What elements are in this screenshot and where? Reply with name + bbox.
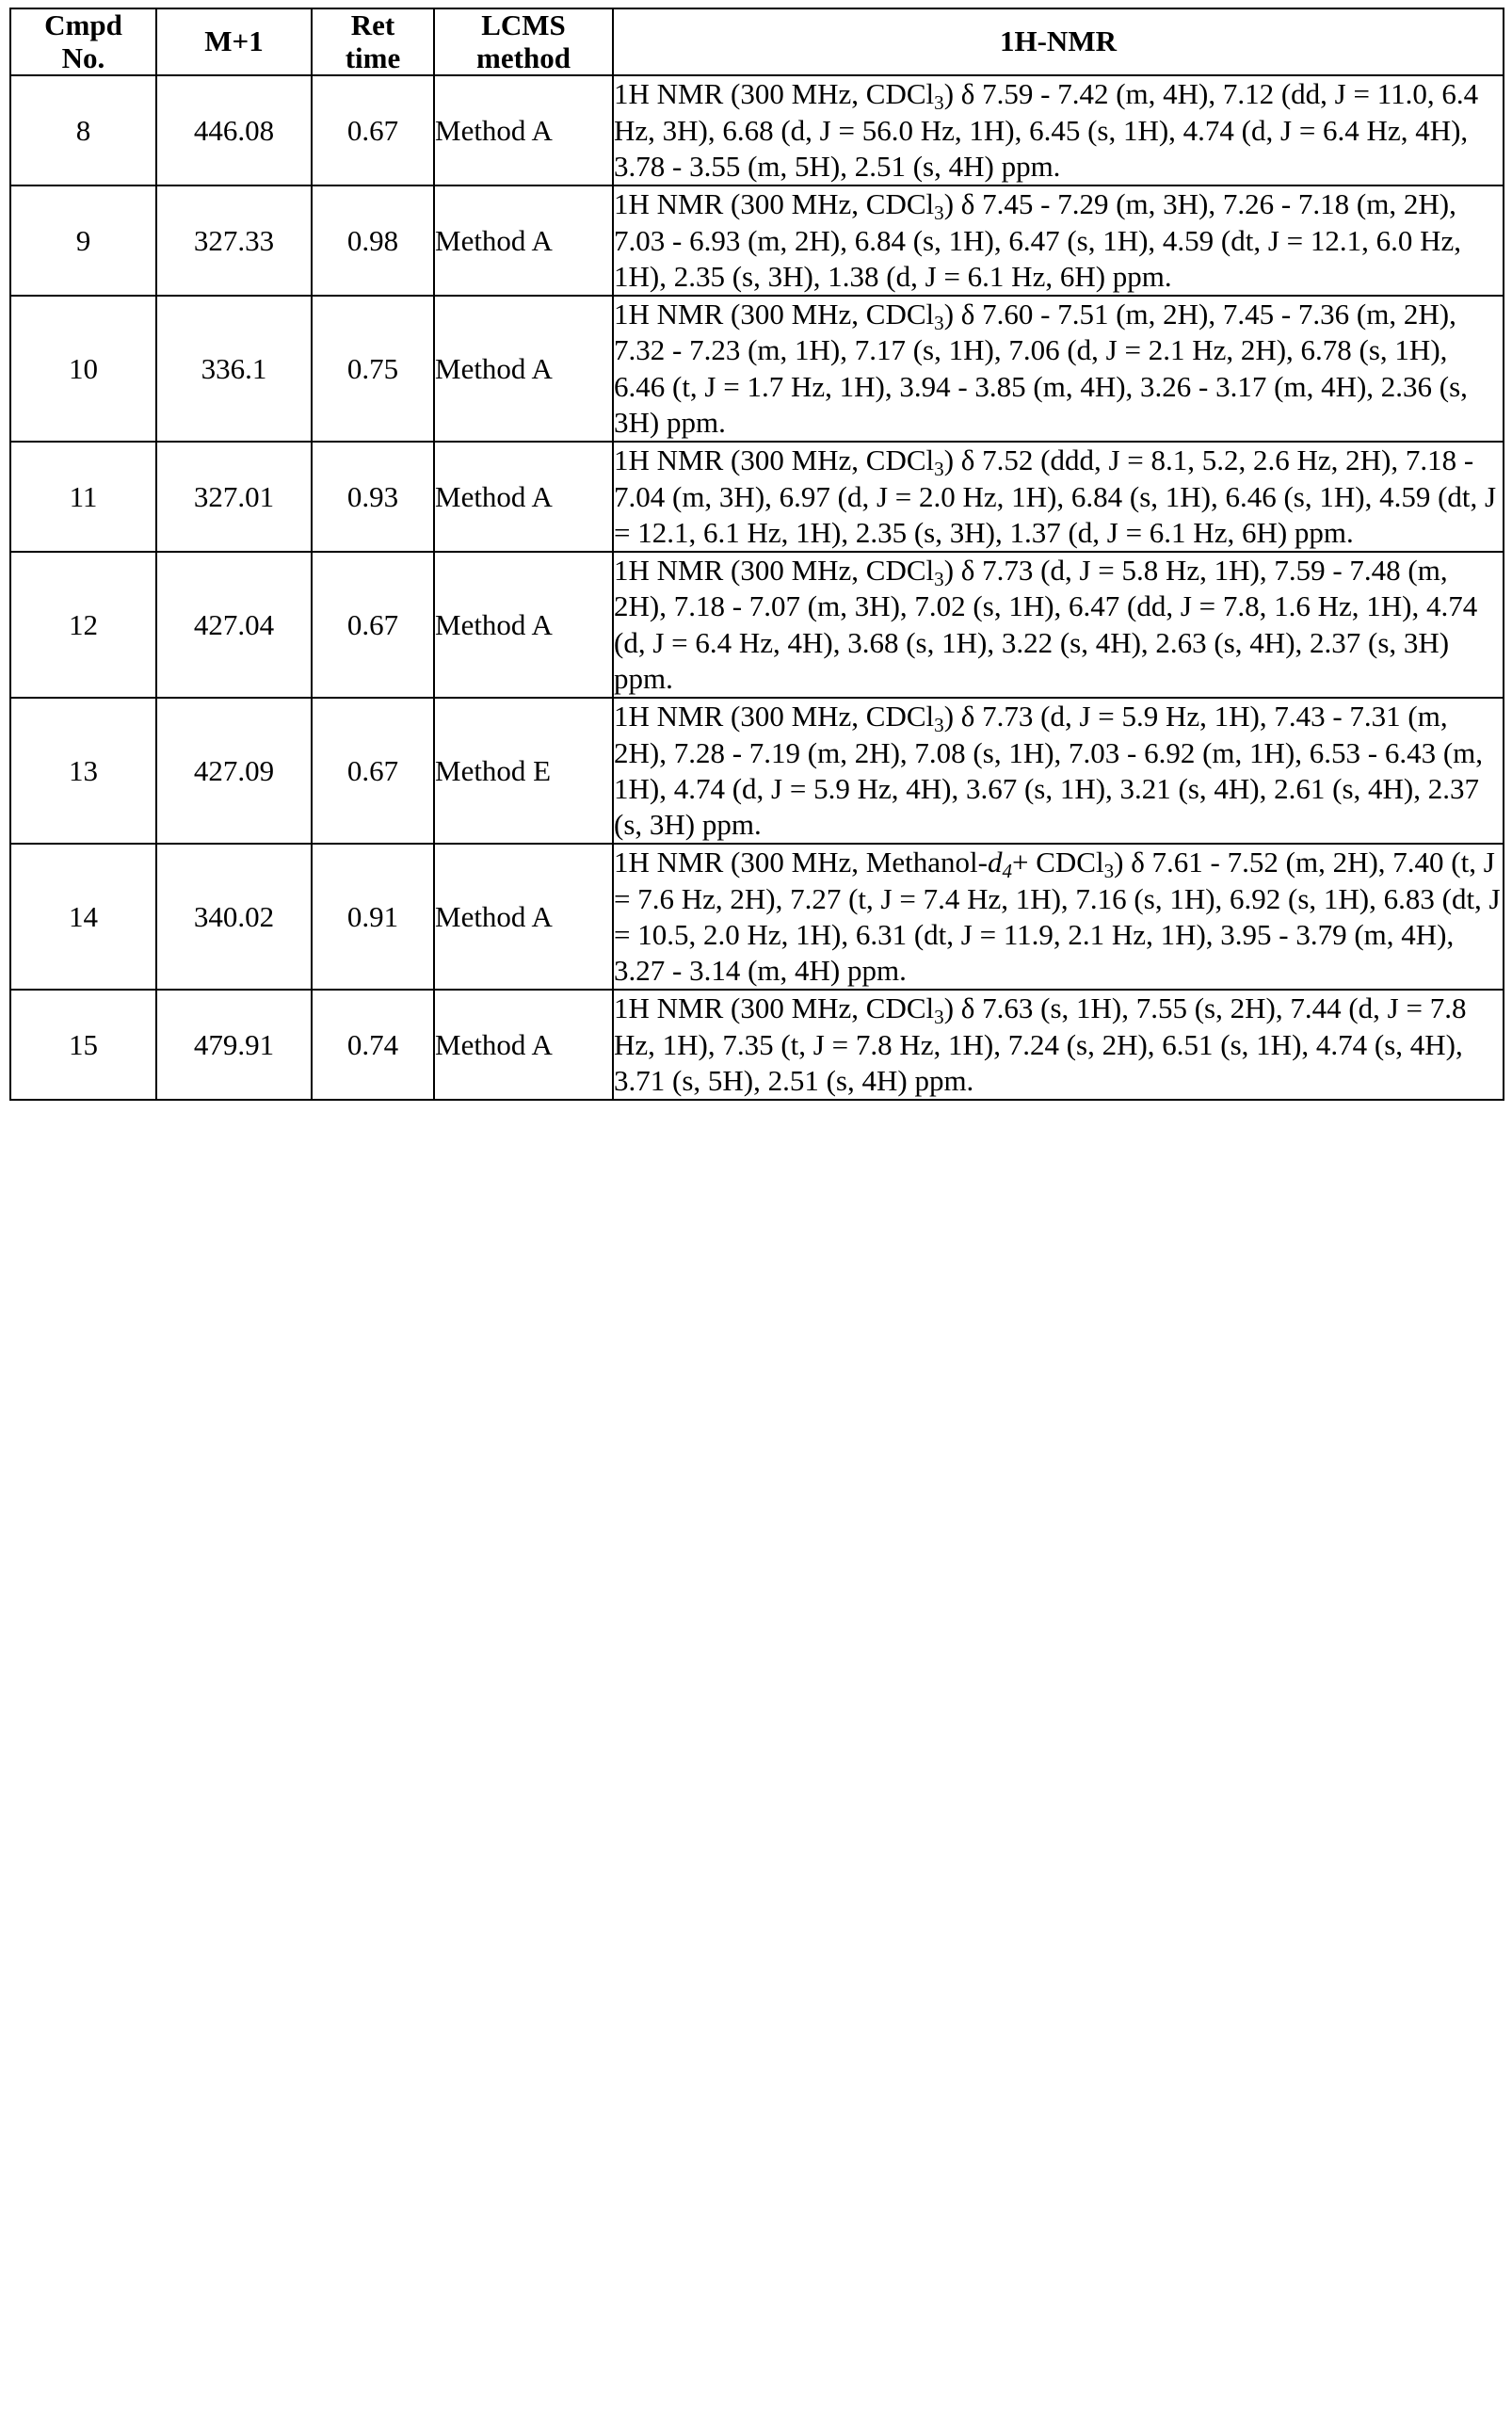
column-header-lcms-line2: method <box>476 40 571 74</box>
table-row <box>10 75 1504 185</box>
cell-m-plus-1: 340.02 <box>156 844 312 990</box>
column-header-1h-nmr <box>613 8 1504 75</box>
cell-ret-time: 0.67 <box>312 75 434 185</box>
cell-ret-time: 0.93 <box>312 442 434 552</box>
cell-ret-time: 0.98 <box>312 185 434 296</box>
cell-lcms-method: Method A <box>434 990 613 1100</box>
table-body <box>10 75 1508 1100</box>
nmr-text: 1H NMR (300 MHz, CDCl$_3$) δ 7.60 - 7.51 (m, 2H), 7.45 - 7.36 (m, 2H), 7.32 - 7.23 (m, 1H), 7.17 (s, 1H), 7.06 (d, J = 2.1 Hz, 2H), 6.78 (s, 1H), 6.46 (t, J = 1.7 Hz, 1H), 3.94 - 3.85 (m, 4H), 3.26 - 3.17 (m, 4H), 2.36 (s, 3H) ppm. <box>614 298 1475 439</box>
cell-lcms-method: Method A <box>434 442 613 552</box>
cell-1h-nmr <box>613 296 1504 442</box>
table-header <box>10 8 1504 75</box>
cell-ret-time: 0.67 <box>312 552 434 698</box>
cell-lcms-method: Method E <box>434 698 613 844</box>
nmr-text: 1H NMR (300 MHz, CDCl$_3$) δ 7.52 (ddd, J = 8.1, 5.2, 2.6 Hz, 2H), 7.18 - 7.04 (m, 3H), 6.97 (d, J = 2.0 Hz, 1H), 6.84 (s, 1H), 6.46 (s, 1H), 4.59 (dt, J = 12.1, 6.1 Hz, 1H), 2.35 (s, 3H), 1.37 (d, J = 6.1 Hz, 6H) ppm. <box>614 443 1504 549</box>
nmr-text: 1H NMR (300 MHz, CDCl$_3$) δ 7.59 - 7.42 (m, 4H), 7.12 (dd, J = 11.0, 6.4 Hz, 3H), 6.68 (d, J = 56.0 Hz, 1H), 6.45 (s, 1H), 4.74 (d, J = 6.4 Hz, 4H), 3.78 - 3.55 (m, 5H), 2.51 (s, 4H) ppm. <box>614 77 1486 183</box>
column-header-ret-line2: time <box>345 40 401 74</box>
cell-ret-time: 0.75 <box>312 296 434 442</box>
table-row <box>10 185 1504 296</box>
table-row <box>10 552 1504 698</box>
cell-cmpd-no: 11 <box>10 442 156 552</box>
cell-cmpd-no: 9 <box>10 185 156 296</box>
column-header-lcms-line1: LCMS <box>481 8 566 41</box>
cell-m-plus-1: 446.08 <box>156 75 312 185</box>
cell-m-plus-1: 427.09 <box>156 698 312 844</box>
table-row <box>10 698 1504 844</box>
cell-lcms-method: Method A <box>434 296 613 442</box>
column-header-lcms-method <box>434 8 613 75</box>
cell-cmpd-no: 15 <box>10 990 156 1100</box>
cell-m-plus-1: 427.04 <box>156 552 312 698</box>
nmr-text: 1H NMR (300 MHz, CDCl$_3$) δ 7.73 (d, J = 5.8 Hz, 1H), 7.59 - 7.48 (m, 2H), 7.18 - 7.07 (m, 3H), 7.02 (s, 1H), 6.47 (dd, J = 7.8, 1.6 Hz, 1H), 4.74 (d, J = 6.4 Hz, 4H), 3.68 (s, 1H), 3.22 (s, 4H), 2.63 (s, 4H), 2.37 (s, 3H) ppm. <box>614 554 1486 695</box>
cell-ret-time: 0.67 <box>312 698 434 844</box>
cell-m-plus-1: 336.1 <box>156 296 312 442</box>
column-header-ret-time <box>312 8 434 75</box>
nmr-text: 1H NMR (300 MHz, CDCl$_3$) δ 7.63 (s, 1H), 7.55 (s, 2H), 7.44 (d, J = 7.8 Hz, 1H), 7.35 (t, J = 7.8 Hz, 1H), 7.24 (s, 2H), 6.51 (s, 1H), 4.74 (s, 4H), 3.71 (s, 5H), 2.51 (s, 4H) ppm. <box>614 991 1474 1098</box>
table-row <box>10 296 1504 442</box>
column-header-ret-line1: Ret <box>350 8 395 41</box>
table-header-row <box>10 8 1504 75</box>
cell-1h-nmr <box>613 990 1504 1100</box>
cell-1h-nmr <box>613 844 1508 990</box>
column-header-m-plus-1 <box>156 8 312 75</box>
cell-1h-nmr <box>613 442 1504 552</box>
cell-1h-nmr <box>613 698 1504 844</box>
cell-m-plus-1: 327.33 <box>156 185 312 296</box>
cell-1h-nmr <box>613 75 1504 185</box>
nmr-data-table <box>9 8 1508 1101</box>
cell-m-plus-1: 479.91 <box>156 990 312 1100</box>
cell-cmpd-no: 8 <box>10 75 156 185</box>
cell-lcms-method: Method A <box>434 185 613 296</box>
cell-1h-nmr <box>613 185 1504 296</box>
nmr-text: 1H NMR (300 MHz, CDCl$_3$) δ 7.73 (d, J = 5.9 Hz, 1H), 7.43 - 7.31 (m, 2H), 7.28 - 7.19 (m, 2H), 7.08 (s, 1H), 7.03 - 6.92 (m, 1H), 6.53 - 6.43 (m, 1H), 4.74 (d, J = 5.9 Hz, 4H), 3.67 (s, 1H), 3.21 (s, 4H), 2.61 (s, 4H), 2.37 (s, 3H) ppm. <box>614 700 1490 842</box>
column-header-cmpd-no <box>10 8 156 75</box>
table-row <box>10 844 1504 990</box>
cell-lcms-method: Method A <box>434 75 613 185</box>
cell-ret-time: 0.74 <box>312 990 434 1100</box>
table-row <box>10 442 1504 552</box>
column-header-cmpd-line2: No. <box>61 40 105 74</box>
cell-cmpd-no: 14 <box>10 844 156 990</box>
table-row <box>10 990 1504 1100</box>
cell-ret-time: 0.91 <box>312 844 434 990</box>
nmr-text: 1H NMR (300 MHz, Methanol-$d_4+$ CDCl$_3$) δ 7.61 - 7.52 (m, 2H), 7.40 (t, J = 7.6 Hz, 2H), 7.27 (t, J = 7.4 Hz, 1H), 7.16 (s, 1H), 6.92 (s, 1H), 6.83 (dt, J = 10.5, 2.0 Hz, 1H), 6.31 (dt, J = 11.9, 2.1 Hz, 1H), 3.95 - 3.79 (m, 4H), 3.27 - 3.14 (m, 4H) ppm. <box>614 846 1508 988</box>
column-header-cmpd-line1: Cmpd <box>44 8 122 41</box>
cell-cmpd-no: 13 <box>10 698 156 844</box>
column-header-1h-nmr-label: 1H-NMR <box>1000 24 1117 58</box>
cell-cmpd-no: 10 <box>10 296 156 442</box>
cell-cmpd-no: 12 <box>10 552 156 698</box>
cell-1h-nmr <box>613 552 1504 698</box>
cell-lcms-method: Method A <box>434 552 613 698</box>
nmr-text: 1H NMR (300 MHz, CDCl$_3$) δ 7.45 - 7.29 (m, 3H), 7.26 - 7.18 (m, 2H), 7.03 - 6.93 (m, 2H), 6.84 (s, 1H), 6.47 (s, 1H), 4.59 (dt, J = 12.1, 6.0 Hz, 1H), 2.35 (s, 3H), 1.38 (d, J = 6.1 Hz, 6H) ppm. <box>614 187 1469 293</box>
column-header-m-plus-1-label: M+1 <box>204 24 264 58</box>
cell-lcms-method: Method A <box>434 844 613 990</box>
cell-m-plus-1: 327.01 <box>156 442 312 552</box>
document-page <box>0 0 1512 1110</box>
